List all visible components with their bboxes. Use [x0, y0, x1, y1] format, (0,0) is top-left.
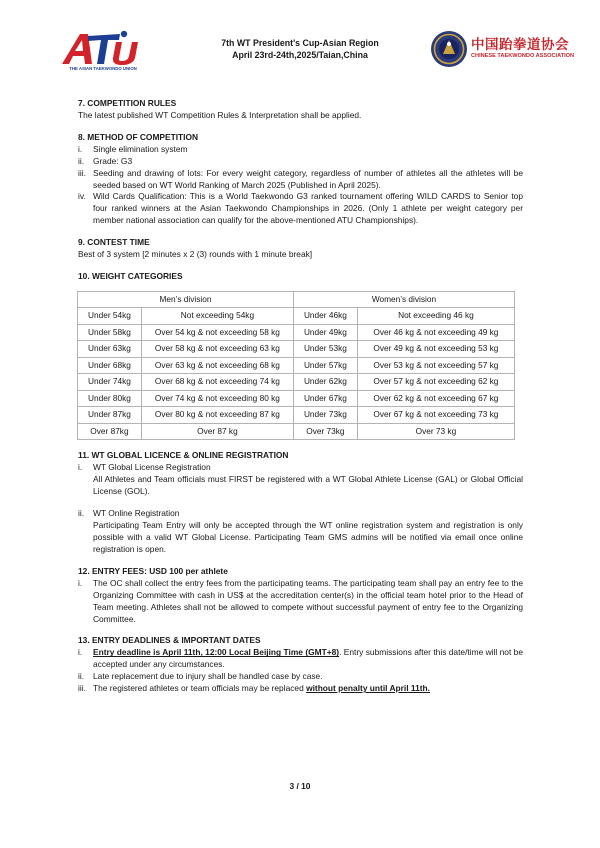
- list-item-text: Single elimination system: [93, 143, 188, 154]
- men-category: Under 68kg: [78, 357, 142, 374]
- men-category: Under 54kg: [78, 308, 142, 325]
- section-text: Best of 3 system [2 minutes x 2 (3) rounds with 1 minute break]: [78, 249, 313, 260]
- list-item-text: Late replacement due to injury shall be handled case by case.: [93, 671, 323, 682]
- header-line-1: 7th WT President's Cup-Asian Region: [221, 38, 379, 48]
- document-header-title: [175, 38, 425, 62]
- men-category: Under 80kg: [78, 390, 142, 407]
- atu-logo-subtitle: THE ASIAN TAEKWONDO UNION: [69, 66, 137, 71]
- section-text: The latest published WT Competition Rules & Interpretation shall be applied.: [78, 109, 362, 120]
- list-item-text: Seeding and drawing of lots: For every weight category, regardless of number of athletes all the athletes will be seeded based on WT World Ranking of March 2025 (Published in April 2025).: [93, 167, 523, 190]
- men-category: Under 63kg: [78, 341, 142, 358]
- section-competition-rules: [78, 98, 523, 122]
- section-title: 9. CONTEST TIME: [78, 237, 150, 248]
- men-division-header: Men’s division: [78, 291, 294, 308]
- section-title: 10. WEIGHT CATEGORIES: [78, 271, 183, 282]
- table-header-row: [78, 291, 515, 308]
- list-item-text: Participating Team Entry will only be accepted through the WT online registration system and registration is only possible with a valid WT Global License. Participating Team GMS admins will be notified via email once online registration is open.: [93, 520, 523, 554]
- men-range: Over 58 kg & not exceeding 63 kg: [141, 341, 293, 358]
- women-range: Over 46 kg & not exceeding 49 kg: [357, 324, 514, 341]
- list-item-number: ii.: [78, 671, 85, 682]
- entry-deadline-emphasis: Entry deadline is April 11th, 12:00 Local Beijing Time (GMT+8): [93, 647, 340, 658]
- page-number: 3 / 10: [289, 781, 311, 791]
- list-item: [78, 578, 523, 626]
- section-weight-categories: [78, 271, 523, 440]
- men-range: Over 80 kg & not exceeding 87 kg: [141, 407, 293, 424]
- list-item-number: i.: [78, 647, 83, 658]
- men-range: Over 87 kg: [141, 423, 293, 440]
- list-item: [78, 647, 523, 671]
- list-item-number: i.: [78, 577, 83, 588]
- women-category: Under 57kg: [293, 357, 357, 374]
- atu-logo-icon: [58, 28, 148, 66]
- header-line-2: April 23rd-24th,2025/Taian,China: [232, 49, 368, 60]
- atu-logo: [58, 28, 148, 76]
- women-range: Over 57 kg & not exceeding 62 kg: [357, 374, 514, 391]
- cta-name-english: CHINESE TAEKWONDO ASSOCIATION: [471, 53, 575, 59]
- section-entry-deadlines: [78, 635, 523, 695]
- table-row: [78, 423, 515, 440]
- fees-list: [78, 578, 523, 626]
- list-item-number: iv.: [78, 191, 86, 202]
- section-title: 8. METHOD OF COMPETITION: [78, 131, 199, 142]
- women-range: Over 62 kg & not exceeding 67 kg: [357, 390, 514, 407]
- list-item: [78, 156, 523, 168]
- section-contest-time: [78, 237, 523, 261]
- cta-logo: [430, 30, 575, 70]
- entry-deadline-rest: . Entry submissions after this date/time will not be accepted under any circumstances.: [93, 647, 523, 670]
- method-list: [78, 144, 523, 227]
- list-item: [78, 671, 523, 683]
- licence-list: [78, 462, 523, 555]
- list-item: [78, 168, 523, 192]
- men-category: Over 87kg: [78, 423, 142, 440]
- list-item-number: iii.: [78, 683, 86, 694]
- list-item-number: i.: [78, 143, 83, 154]
- women-category: Under 62kg: [293, 374, 357, 391]
- list-item-text: Wild Cards Qualification: This is a World Taekwondo G3 ranked tournament offering WILD CARDS to Senior top four ranked winners at the Asian Taekwondo Championships in 2026. (Only 1 athlete per weight category per member national association can qualify for the above-mentioned ATU Championships).: [93, 191, 523, 226]
- weight-categories-table: [77, 291, 515, 441]
- section-title: 13. ENTRY DEADLINES & IMPORTANT DATES: [78, 635, 261, 646]
- replacement-text: The registered athletes or team officials may be replaced: [93, 683, 307, 694]
- list-item-heading: WT Online Registration: [93, 508, 180, 519]
- list-item-heading: WT Global License Registration: [93, 462, 211, 473]
- list-spacer: [78, 498, 523, 508]
- list-item-number: ii.: [78, 155, 85, 166]
- document-body: [78, 98, 523, 705]
- list-item: [78, 144, 523, 156]
- women-range: Over 53 kg & not exceeding 57 kg: [357, 357, 514, 374]
- list-item-number: i.: [78, 462, 83, 473]
- deadlines-list: [78, 647, 523, 695]
- table-row: [78, 324, 515, 341]
- list-item: [78, 683, 523, 695]
- men-range: Over 68 kg & not exceeding 74 kg: [141, 374, 293, 391]
- cta-emblem-icon: [430, 30, 468, 68]
- women-category: Under 67kg: [293, 390, 357, 407]
- table-row: [78, 407, 515, 424]
- list-item-text: [93, 683, 523, 695]
- table-row: [78, 374, 515, 391]
- men-range: Over 74 kg & not exceeding 80 kg: [141, 390, 293, 407]
- section-title: 11. WT GLOBAL LICENCE & ONLINE REGISTRATION: [78, 450, 289, 461]
- men-category: Under 74kg: [78, 374, 142, 391]
- women-range: Not exceeding 46 kg: [357, 308, 514, 325]
- section-method-of-competition: [78, 132, 523, 227]
- women-category: Under 49kg: [293, 324, 357, 341]
- women-range: Over 49 kg & not exceeding 53 kg: [357, 341, 514, 358]
- men-range: Over 54 kg & not exceeding 58 kg: [141, 324, 293, 341]
- list-item: [78, 462, 523, 498]
- women-range: Over 73 kg: [357, 423, 514, 440]
- men-category: Under 87kg: [78, 407, 142, 424]
- table-row: [78, 341, 515, 358]
- list-item-number: iii.: [78, 167, 86, 178]
- women-category: Under 46kg: [293, 308, 357, 325]
- women-category: Under 53kg: [293, 341, 357, 358]
- women-division-header: Women’s division: [293, 291, 514, 308]
- table-row: [78, 357, 515, 374]
- list-item: [78, 191, 523, 227]
- list-item-text: All Athletes and Team officials must FIRST be registered with a WT Global Athlete License (GAL) or Global Official License (GOL).: [93, 474, 523, 497]
- women-category: Over 73kg: [293, 423, 357, 440]
- list-item-text: The OC shall collect the entry fees from the participating teams. The participating team shall pay an entry fee to the Organizing Committee with cash in US$ at the accreditation center(s) in the official team hotel prior to the Head of Team meeting. Athletes shall not be allowed to compete without successful payment of entry fee to the Organizing Committee.: [93, 577, 523, 624]
- replacement-emphasis: without penalty until April 11th.: [306, 683, 430, 694]
- men-range: Not exceeding 54kg: [141, 308, 293, 325]
- men-category: Under 58kg: [78, 324, 142, 341]
- cta-name-chinese: 中国跆拳道协会: [471, 37, 569, 52]
- men-range: Over 63 kg & not exceeding 68 kg: [141, 357, 293, 374]
- section-global-licence: [78, 450, 523, 555]
- section-title: 7. COMPETITION RULES: [78, 98, 177, 108]
- list-item-number: ii.: [78, 508, 85, 519]
- list-item: [78, 508, 523, 556]
- women-category: Under 73kg: [293, 407, 357, 424]
- section-title: 12. ENTRY FEES: USD 100 per athlete: [78, 565, 228, 576]
- section-entry-fees: [78, 566, 523, 626]
- table-row: [78, 308, 515, 325]
- table-row: [78, 390, 515, 407]
- list-item-text: Grade: G3: [93, 155, 133, 166]
- list-item-text: [93, 647, 523, 671]
- women-range: Over 67 kg & not exceeding 73 kg: [357, 407, 514, 424]
